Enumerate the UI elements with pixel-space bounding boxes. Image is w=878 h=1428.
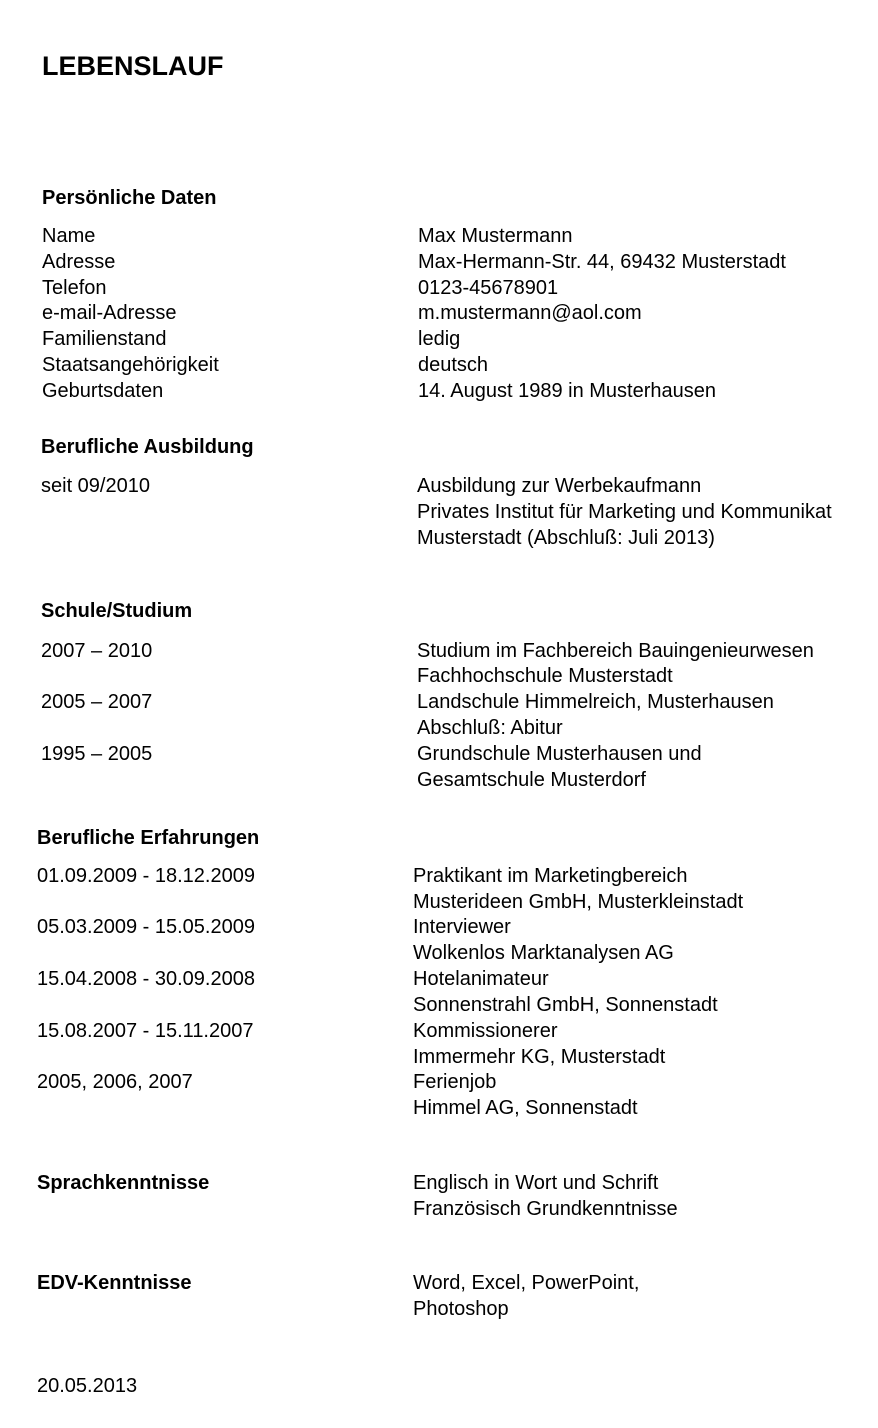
- school-date: 1995 – 2005: [41, 743, 153, 765]
- personal-label-email: e-mail-Adresse: [42, 302, 177, 324]
- personal-value-name: Max Mustermann: [418, 225, 573, 247]
- experience-line: Himmel AG, Sonnenstadt: [413, 1097, 638, 1119]
- experience-line: Musterideen GmbH, Musterkleinstadt: [413, 891, 744, 913]
- heading-it-skills: EDV-Kenntnisse: [37, 1272, 192, 1294]
- experience-line: Immermehr KG, Musterstadt: [413, 1046, 666, 1068]
- school-line: Gesamtschule Musterdorf: [417, 769, 646, 791]
- experience-line: Interviewer: [413, 916, 511, 938]
- it-skills-line-2: Photoshop: [413, 1298, 509, 1320]
- personal-label-marital-status: Familienstand: [42, 328, 167, 350]
- heading-school: Schule/Studium: [41, 600, 193, 622]
- personal-value-address: Max-Hermann-Str. 44, 69432 Musterstadt: [418, 251, 786, 273]
- personal-label-name: Name: [42, 225, 96, 247]
- heading-languages: Sprachkenntnisse: [37, 1172, 210, 1194]
- personal-label-birth: Geburtsdaten: [42, 380, 164, 402]
- experience-date: 2005, 2006, 2007: [37, 1071, 193, 1093]
- school-date: 2005 – 2007: [41, 691, 153, 713]
- experience-line: Hotelanimateur: [413, 968, 549, 990]
- training-line-2: Privates Institut für Marketing und Kommunikat: [417, 501, 832, 523]
- experience-line: Sonnenstrahl GmbH, Sonnenstadt: [413, 994, 718, 1016]
- personal-value-phone: 0123-45678901: [418, 277, 559, 299]
- training-date: seit 09/2010: [41, 475, 150, 497]
- experience-date: 05.03.2009 - 15.05.2009: [37, 916, 255, 938]
- experience-line: Kommissionerer: [413, 1020, 558, 1042]
- languages-line-2: Französisch Grundkenntnisse: [413, 1198, 678, 1220]
- languages-line-1: Englisch in Wort und Schrift: [413, 1172, 659, 1194]
- experience-date: 15.08.2007 - 15.11.2007: [37, 1020, 254, 1042]
- experience-line: Praktikant im Marketingbereich: [413, 865, 688, 887]
- heading-vocational-training: Berufliche Ausbildung: [41, 436, 254, 458]
- personal-label-phone: Telefon: [42, 277, 107, 299]
- personal-label-nationality: Staatsangehörigkeit: [42, 354, 219, 376]
- personal-value-email: m.mustermann@aol.com: [418, 302, 642, 324]
- experience-date: 15.04.2008 - 30.09.2008: [37, 968, 255, 990]
- heading-personal-data: Persönliche Daten: [42, 187, 217, 209]
- training-line-1: Ausbildung zur Werbekaufmann: [417, 475, 702, 497]
- document-date: 20.05.2013: [37, 1375, 138, 1397]
- personal-value-marital-status: ledig: [418, 328, 461, 350]
- personal-value-birth: 14. August 1989 in Musterhausen: [418, 380, 716, 402]
- experience-line: Wolkenlos Marktanalysen AG: [413, 942, 674, 964]
- personal-label-address: Adresse: [42, 251, 116, 273]
- it-skills-line-1: Word, Excel, PowerPoint,: [413, 1272, 640, 1294]
- school-line: Grundschule Musterhausen und: [417, 743, 702, 765]
- experience-line: Ferienjob: [413, 1071, 497, 1093]
- school-line: Abschluß: Abitur: [417, 717, 563, 739]
- document-title: LEBENSLAUF: [42, 51, 224, 81]
- school-line: Landschule Himmelreich, Musterhausen: [417, 691, 774, 713]
- school-date: 2007 – 2010: [41, 640, 153, 662]
- training-line-3: Musterstadt (Abschluß: Juli 2013): [417, 527, 715, 549]
- heading-work-experience: Berufliche Erfahrungen: [37, 827, 260, 849]
- school-line: Fachhochschule Musterstadt: [417, 665, 673, 687]
- school-line: Studium im Fachbereich Bauingenieurwesen: [417, 640, 814, 662]
- experience-date: 01.09.2009 - 18.12.2009: [37, 865, 255, 887]
- personal-value-nationality: deutsch: [418, 354, 489, 376]
